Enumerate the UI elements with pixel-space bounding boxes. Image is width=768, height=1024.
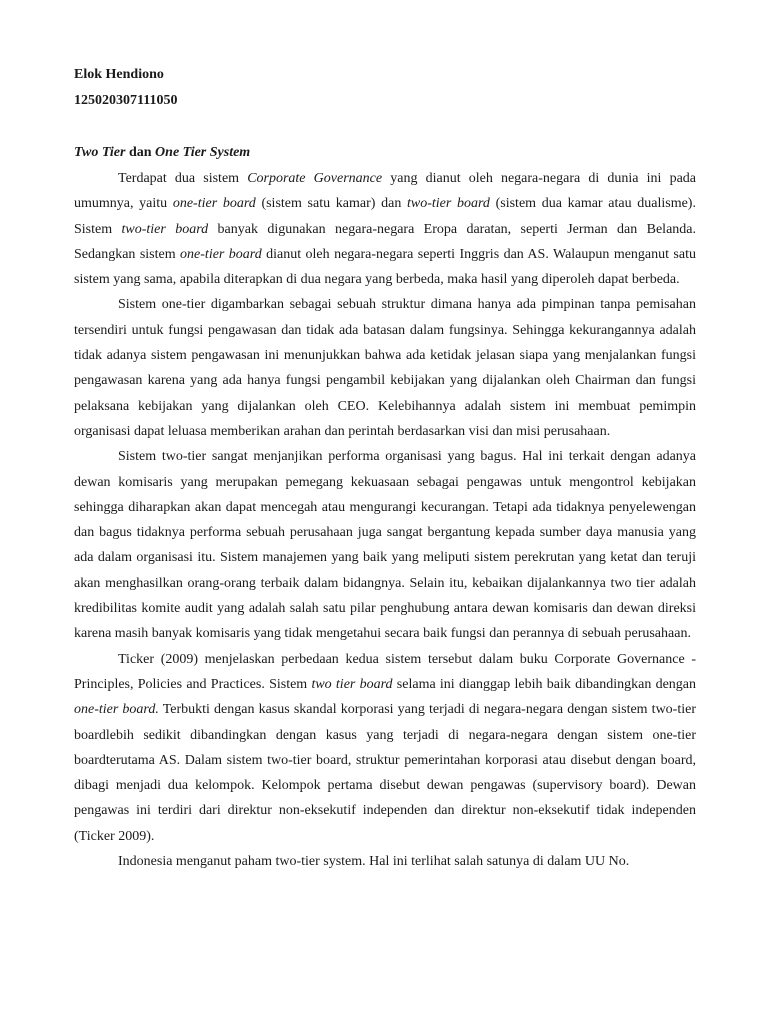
title-part-1: Two Tier (74, 145, 126, 160)
paragraph-2: Sistem one-tier digambarkan sebagai sebuah struktur dimana hanya ada pimpinan tanpa pemisahan tersendiri untuk fungsi pengawasan dan tidak ada batasan dalam fungsinya. Sehingga kekurangannya adalah tidak adanya sistem pengawasan ini menunjukkan bahwa ada ketidak jelasan siapa yang menjalankan fungsi pengawasan karena yang ada hanya fungsi pengambil kebijakan yang dijalankan oleh Chairman dan fungsi pelaksana kebijakan yang dijalankan oleh CEO. Kelebihannya adalah sistem ini membuat pemimpin organisasi dapat leluasa memberikan arahan dan perintah berdasarkan visi dan misi perusahaan. (74, 297, 696, 439)
text-run: (sistem dua kamar atau dualisme). Sistem (74, 196, 696, 237)
paragraph-1 (74, 166, 696, 292)
document-title (74, 140, 696, 166)
text-run-italic: one-tier board. (74, 702, 159, 718)
text-run: dianut oleh negara-negara seperti Inggris dan AS. Walaupun menganut satu sistem yang sama, apabila diterapkan di dua negara yang berbeda, maka hasil yang diperoleh dapat berbeda. (74, 246, 696, 288)
paragraph-3: Sistem two-tier sangat menjanjikan performa organisasi yang bagus. Hal ini terkait dengan adanya dewan komisaris yang merupakan pemegang kekuasaan sebagai pengawas untuk mengontrol kebijakan sehingga diharapkan akan dapat mencegah atau mengurangi kecurangan. Tetapi ada tidaknya penyelewengan dan bagus tidaknya performa sebuah perusahaan juga sangat bergantung kepada sumber daya manusia yang ada dalam organisasi itu. Sistem manajemen yang baik yang meliputi sistem perekrutan yang ketat dan teruji akan menghasilkan orang-orang terbaik dalam bidangnya. Selain itu, kebaikan dijalankannya two tier adalah kredibilitas komite audit yang adalah salah satu pilar penghubung antara dewan komisaris dan dewan direksi karena masih banyak komisaris yang tidak mengetahui secara baik fungsi dan perannya di sebuah perusahaan. (74, 449, 696, 642)
text-run: Ticker (2009) menjelaskan perbedaan kedua sistem tersebut dalam buku Corporate Governance - Principles, Policies and Practices. Sistem (74, 651, 696, 692)
spacer (74, 114, 696, 140)
paragraph-5: Indonesia menganut paham two-tier system. Hal ini terlihat salah satunya di dalam UU No. (118, 854, 630, 870)
title-part-3: One Tier System (155, 145, 251, 160)
text-run-italic: two-tier board (121, 221, 209, 237)
text-run-italic: Corporate Governance (247, 171, 383, 186)
author-name: Elok Hendiono (74, 67, 164, 82)
text-run-italic: two-tier board (407, 196, 490, 212)
text-run: yang dianut oleh negara-negara di dunia ini pada umumnya, yaitu (74, 171, 696, 212)
title-part-2: dan (125, 145, 156, 160)
text-run: banyak digunakan negara-negara Eropa daratan, seperti Jerman dan Belanda. Sedangkan sistem (74, 221, 696, 262)
document-page (74, 62, 696, 874)
paragraph-4 (74, 647, 696, 849)
text-run-italic: one-tier board (172, 196, 256, 212)
author-id: 125020307111050 (74, 93, 178, 108)
text-run-italic: two tier board (311, 676, 393, 692)
text-run: Terdapat dua sistem (118, 171, 248, 186)
text-run: selama ini dianggap lebih baik dibandingkan dengan (392, 676, 696, 692)
text-run-italic: one-tier board (180, 246, 262, 262)
text-run: (sistem satu kamar) dan (255, 196, 407, 212)
text-run: Terbukti dengan kasus skandal korporasi yang terjadi di negara-negara dengan sistem two-tier boardlebih sedikit dibandingkan dengan kasus yang terjadi di negara-negara dengan sistem one-tier boardterutama AS. Dalam sistem two-tier board, struktur pemerintahan korporasi atau disebut dengan board, dibagi menjadi dua kelompok. Kelompok pertama disebut dewan pengawas (supervisory board). Dewan pengawas ini terdiri dari direktur non-eksekutif independen dan direktur non-eksekutif tidak independen (Ticker 2009). (74, 702, 696, 844)
